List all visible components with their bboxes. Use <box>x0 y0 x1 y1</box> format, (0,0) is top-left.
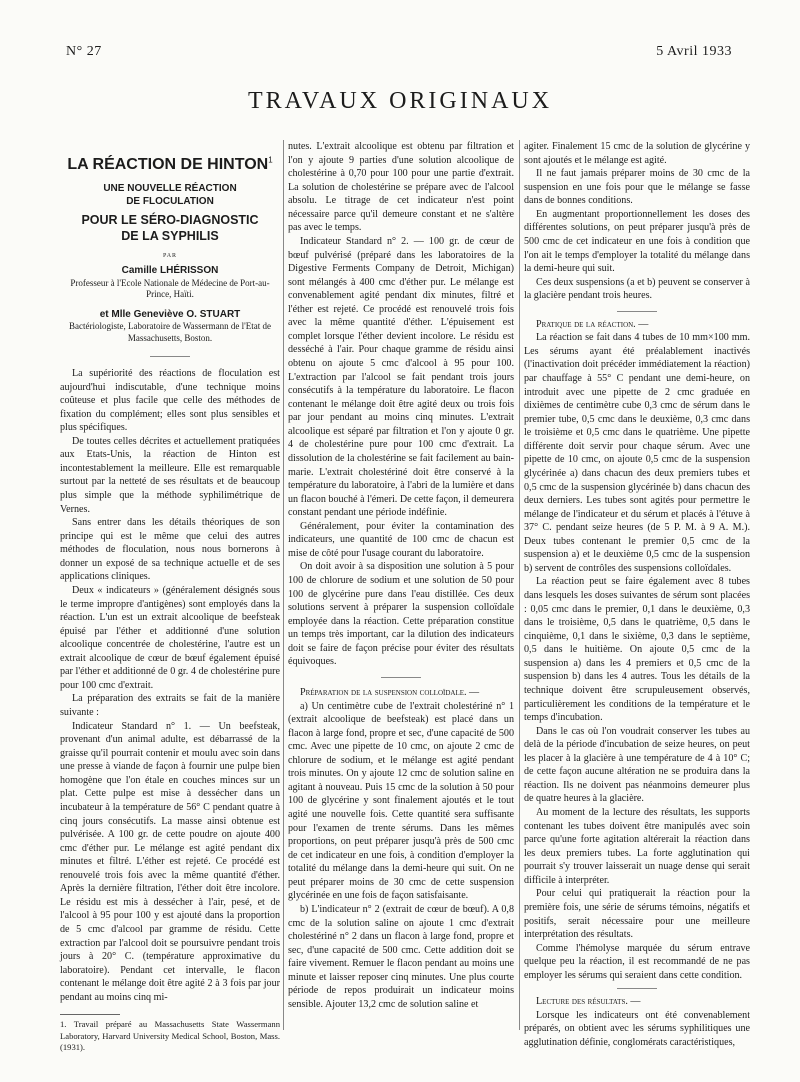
footnote: 1. Travail préparé au Massachusetts State Wassermann Laboratory, Harvard University Medical School, Boston, Mass. (1931). <box>60 1019 280 1052</box>
column-rule <box>283 140 284 1030</box>
affiliation-2: Bactériologiste, Laboratoire de Wassermann de l'Etat de Massachusetts, Boston. <box>69 321 271 343</box>
separator <box>381 677 421 678</box>
paragraph: La réaction se fait dans 4 tubes de 10 mm×100 mm. Les sérums ayant été préalablement inactivés (l'inactivation doit précéder immédiatement la réaction) par chauffage à 55° C pendant une demi-heure, on introduit avec une pipette de 2 cmc graduée en dixièmes de centimètre cube 0,3 cmc de sérum dans le premier tube, 0,5 cmc dans le deuxième, 0,3 cmc dans le troisième et 0,5 cmc dans le quatrième. Une pipette différente doit servir pour chaque sérum. Avec une pipette de 10 cmc, on ajoute 0,5 cmc de la suspension glycérinée a) dans chacun des deux premiers tubes et 0,5 cmc de la suspension glycérinée b) dans chacun des deux derniers. Les tubes sont agités pour permettre le mélange de l'indicateur et du sérum et placés à l'étuve à 37° C. pendant seize heures (de 5 P. M. à 9 A. M.). Deux tubes contenant le premier 0,5 cmc de la suspension a) et le deuxième 0,5 cmc de la suspension b) servent de contrôles des suspensions colloïdales. <box>524 332 750 574</box>
paragraph: Sans entrer dans les détails théoriques de son principe qui est le même que celui des autres méthodes de floculation, nous nous bornerons à donner un exposé de sa technique actuelle et de ses applications cliniques. <box>60 517 280 583</box>
paragraph: agiter. Finalement 15 cmc de la solution de glycérine y sont ajoutés et le mélange est agité. <box>524 141 750 166</box>
affiliation-1: Professeur à l'Ecole Nationale de Médecine de Port-au-Prince, Haïti. <box>70 277 270 299</box>
issue-number: N° 27 <box>66 44 102 59</box>
paragraph: Deux « indicateurs » (généralement désignés sous le terme impropre d'antigènes) sont employés dans la réaction. L'un est un extrait alcoolique de beefsteak épuisé par l'éther et additionné d'une solution alcoolique concentrée de cholestérine, l'autre est un extrait alcoolique de cœur de bœuf également épuisé par l'éther et additionné de 0 gr. 4 de cholestérine pure pour 100 cmc d'extrait. <box>60 584 280 691</box>
footnote-mark: 1 <box>268 155 273 165</box>
subtitle-2: DE FLOCULATION <box>126 195 214 207</box>
paragraph: De toutes celles décrites et actuellement pratiquées aux Etats-Unis, la réaction de Hinton est incontestablement la meilleure. Elle est remarquable surtout par la netteté de ses résultats et de beaucoup plus simple que la méthode syphilimétrique de Vernes. <box>60 435 280 515</box>
separator <box>617 988 657 989</box>
paragraph: Il ne faut jamais préparer moins de 30 cmc de la suspension en une fois pour que le mélange se fasse dans de bonnes conditions. <box>524 168 750 207</box>
paragraph: Lorsque les indicateurs ont été convenablement préparés, on obtient avec les sérums syphilitiques une agglutination définie, conglomérats caractéristiques, <box>524 1009 750 1048</box>
column-rule <box>519 140 520 1030</box>
subtitle-1: UNE NOUVELLE RÉACTION <box>103 182 237 194</box>
paragraph: Généralement, pour éviter la contamination des indicateurs, une quantité de 100 cmc de chacun est mise de côté pour l'usage courant du laboratoire. <box>288 520 514 559</box>
column-1 <box>60 140 280 1053</box>
column-3 <box>524 140 750 1050</box>
byline-par: PAR <box>162 253 178 260</box>
section-title: TRAVAUX ORIGINAUX <box>247 88 553 114</box>
subtitle-3: POUR LE SÉRO-DIAGNOSTIC <box>81 212 259 227</box>
paragraph: Dans le cas où l'on voudrait conserver les tubes au delà de la période d'incubation de seize heures, on peut les placer à la glacière à une température de 4 à 10° C; de cette façon aucune altération ne se produira dans la réaction. Ils ne doivent pas néanmoins demeurer plus de quatre heures à la glacière. <box>524 725 750 805</box>
footnote-rule <box>60 1014 120 1015</box>
author-2: et Mlle Geneviève O. STUART <box>99 309 241 321</box>
paragraph: La supériorité des réactions de floculation est aujourd'hui indiscutable, d'une technique moins coûteuse et plus facile que celle des méthodes de fixation du complément; elles sont plus sensibles et plus spécifiques. <box>60 367 280 434</box>
paragraph: La préparation des extraits se fait de la manière suivante : <box>60 693 280 719</box>
section-heading: Pratique de la réaction. — <box>536 318 649 330</box>
paragraph: Indicateur Standard n° 1. — Un beefsteak, provenant d'un animal adulte, est débarrassé de la graisse qu'il pourrait contenir et moulu avec soin dans une presse à viande de façon à fournir une pulpe bien homogène que l'on étale en couches minces sur un plat. Cette pulpe est mise à dessécher dans un incubateur à la température de 56° C pendant quatre à cinq jours consécutifs. La masse ainsi obtenue est pulvérisée. A 100 gr. de cette poudre on ajoute 400 cmc d'éther pur. Le mélange est agité pendant dix minutes et filtré. L'éther est rejeté. Ce procédé est renouvelé trois fois avec la même quantité d'éther. Après la dernière filtration, l'éther doit être incolore. Le résidu est mis à dessécher à l'air, pesé, et de l'alcool à 95 pour 100 y est ajouté dans la proportion de 5 cmc d'alcool par gramme de résidu. Cette extraction par l'alcool doit se poursuivre pendant trois jours à 20° C. (température approximative du laboratoire). Pendant cet intervalle, le flacon contenant le mélange doit être agité 2 à 3 fois par jour pendant au moins cinq mi- <box>60 720 280 1003</box>
separator <box>150 356 190 357</box>
subtitle-4: DE LA SYPHILIS <box>121 228 219 243</box>
paragraph: Pour celui qui pratiquerait la réaction pour la première fois, une série de sérums témoins, négatifs et positifs, serait nécessaire pour une meilleure interprétation des résultats. <box>524 888 750 941</box>
paragraph: La réaction peut se faire également avec 8 tubes dans lesquels les doses suivantes de sérum sont placées : 0,05 cmc dans le premier, 0,1 dans le deuxième, 0,3 dans le troisième, 0,5 dans le quatrième, 0,5 dans le cinquième, 0,1 dans le sixième, 0,3 dans le septième, 0,5 dans le huitième. On ajoute 0,5 cmc de la suspension a) dans les 4 premiers et 0,5 cmc de la suspension b) dans les 4 autres. Tous les détails de la technique doivent être scrupuleusement observés, particulièrement les conditions de la température et le temps d'incubation. <box>524 576 750 724</box>
section-heading: Préparation de la suspension colloïdale. — <box>300 686 480 698</box>
author-1: Camille LHÉRISSON <box>121 265 219 277</box>
paragraph: a) Un centimètre cube de l'extrait cholestériné n° 1 (extrait alcoolique de beefsteak) est placé dans un flacon à large fond, propre et sec, d'une capacité de 500 cmc. Avec une pipette de 10 cmc, on ajoute 2 cmc de chlorure de sodium, et le mélange est agité pendant trois minutes. On y ajoute 12 cmc de solution saline en agitant à nouveau. Puis 15 cmc de la solution à 50 pour 100 de glycérine y sont finalement ajoutés et le tout agité une nouvelle fois. Cette quantité sera suffisante pour l'examen de trente sérums. Dans les mêmes proportions, on peut préparer jusqu'à près de 500 cmc de cet indicateur en une fois, à condition d'employer la totalité du mélange dans la demi-heure qui suit. On ne peut préparer moins de 30 cmc de cette suspension glycérinée en une fois de façon satisfaisante. <box>288 700 514 902</box>
article-title <box>60 154 280 176</box>
paragraph: b) L'indicateur n° 2 (extrait de cœur de bœuf). A 0,8 cmc de la solution saline on ajoute 1 cmc d'extrait cholestériné n° 2 dans un flacon à large fond, propre et sec, d'une capacité de 500 cmc. Cette addition doit se faire vivement. Remuer le flacon pendant au moins une minute et laisser reposer cinq minutes. Une plus courte période de repos produirait un indicateur moins sensible. Ajouter 13,2 cmc de solution saline et <box>288 903 514 1010</box>
section-heading: Lecture des résultats. — <box>536 996 641 1008</box>
column-2 <box>288 140 514 1011</box>
paragraph: nutes. L'extrait alcoolique est obtenu par filtration et l'on y ajoute 9 parties d'une solution alcoolique de cholestérine à 0,70 pour 100 pour une partie d'extrait. La solution de cholestérine se prépare avec de l'alcool absolu. Le titrage de cet indicateur n'est point nécessaire parce qu'il demeure constant et ne s'altère pas avec le temps. <box>288 141 514 234</box>
title-text: LA RÉACTION DE HINTON <box>67 156 269 173</box>
paragraph: En augmentant proportionnellement les doses des différentes solutions, on peut préparer jusqu'à près de 500 cmc de cet indicateur en une fois à condition que l'on ait le temps d'employer la totalité du mélange dans la demi-heure qui suit. <box>524 208 750 275</box>
paragraph: Ces deux suspensions (a et b) peuvent se conserver à la glacière pendant trois heures. <box>524 276 750 302</box>
paragraph: Indicateur Standard n° 2. — 100 gr. de cœur de bœuf pulvérisé (préparé dans les laboratoires de la Digestive Ferments Company de Detroit, Michigan) sont mélangés à 400 cmc d'éther pur. Le mélange est convenablement agité pendant dix minutes, filtré et l'éther est rejeté. Ce procédé est renouvelé trois fois avec la même quantité d'éther. L'épuisement est complet lorsque l'éther devient incolore. Le résidu est desséché à l'air. Pour chaque gramme de résidu ainsi obtenu on ajoute 5 cmc d'alcool à 95 pour 100. L'extraction par l'alcool se fait pendant trois jours consécutifs à la température du laboratoire. Le flacon contenant le mélange doit être agité deux ou trois fois par jour pendant au moins cinq minutes. L'extrait alcoolique est séparé par filtration et l'on y ajoute 0 gr. 4 de cholestérine pure pour 100 cmc d'extrait. La dissolution de la cholestérine se fait facilement au bain-marie. L'extrait cholestériné doit être conservé à la température du laboratoire, à l'abri de la lumière et dans un flacon bouché à l'émeri. De cette façon, il demeurera constant pendant une période indéfinie. <box>288 235 514 519</box>
paragraph: Au moment de la lecture des résultats, les supports contenant les tubes doivent être manipulés avec soin parce qu'une forte agitation altérerait la réaction dans les deux premiers tubes. La forte agglutination qui pourrait s'y trouver laisserait un nuage dense qui serait difficile à interpréter. <box>524 807 750 886</box>
issue-date: 5 Avril 1933 <box>656 44 732 59</box>
paragraph: On doit avoir à sa disposition une solution à 5 pour 100 de chlorure de sodium et une solution de 50 pour 100 de glycérine pure dans l'eau distillée. Ces deux solutions servent à préparer la suspension colloïdale employée dans la réaction. Cette préparation constitue un temps très important, car la dilution des indicateurs doit se faire de façon précise pour éviter des résultats équivoques. <box>288 561 514 668</box>
paragraph: Comme l'hémolyse marquée du sérum entrave quelque peu la réaction, il est recommandé de ne pas employer les sérums qui seraient dans cette condition. <box>524 942 750 981</box>
separator <box>617 311 657 312</box>
